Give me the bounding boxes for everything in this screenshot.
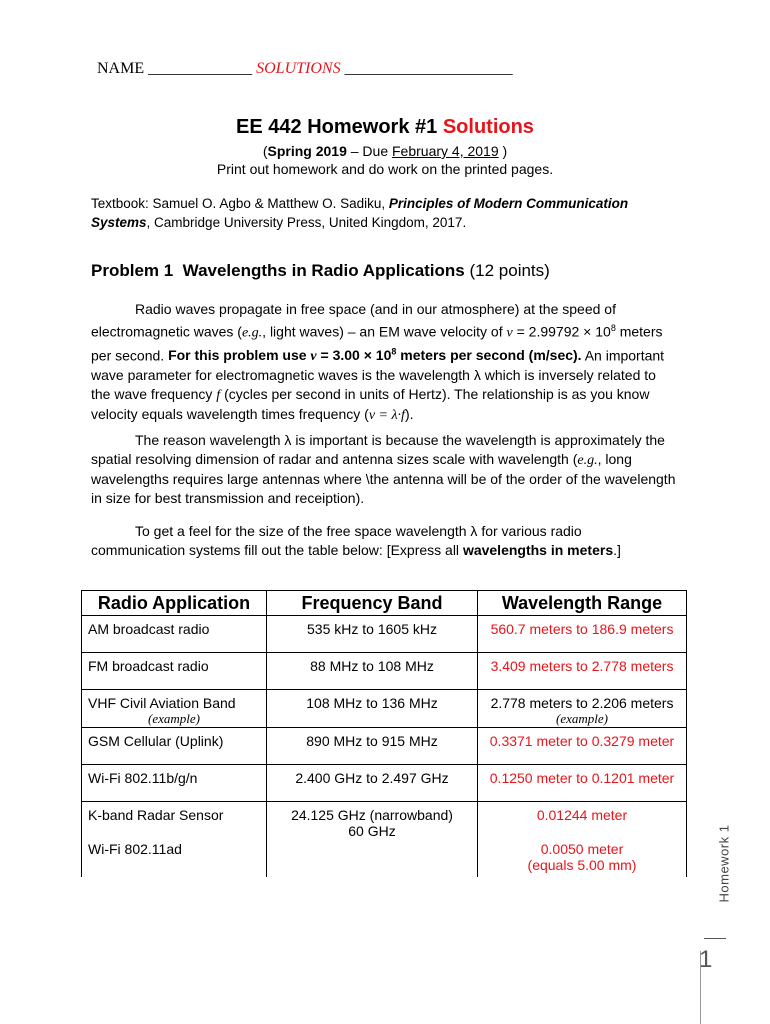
paren-open: ( bbox=[262, 143, 268, 159]
table-row: VHF Civil Aviation Band (example) 108 MHz to 136 MHz 2.778 meters to 2.206 meters (example) bbox=[82, 690, 687, 728]
semester-line bbox=[0, 143, 770, 159]
textbook-prefix: Textbook: Samuel O. Agbo & Matthew O. Sadiku, bbox=[91, 196, 389, 211]
title-solutions: Solutions bbox=[442, 116, 534, 138]
table-row: Wi-Fi 802.11b/g/n 2.400 GHz to 2.497 GHz 0.1250 meter to 0.1201 meter bbox=[82, 765, 687, 802]
name-line bbox=[97, 60, 513, 78]
name-blank-left: _____________ bbox=[148, 60, 253, 77]
page-number: 1 bbox=[699, 946, 713, 973]
table-row: K-band Radar Sensor Wi-Fi 802.11ad 24.125 GHz (narrowband) 60 GHz 0.01244 meter 0.0050 meter (equals 5.00 mm) bbox=[82, 802, 687, 878]
paragraph-2: The reason wavelength λ is important is because the wavelength is approximately the spatial resolving dimension of radar and antenna sizes scale with wavelength (e.g., long wavelengths requires large antennas where \the antenna will be of the order of the wavelength in size for best transmission and receiption). bbox=[91, 432, 676, 506]
instructions: Print out homework and do work on the printed pages. bbox=[216, 161, 554, 177]
wavelength-table bbox=[81, 590, 687, 877]
name-label: NAME bbox=[97, 60, 145, 77]
paragraph-1: Radio waves propagate in free space (and in our atmosphere) at the speed of electromagnetic waves (e.g., light waves) – an EM wave velocity of $v = 2.99792 \times 10^8$ meters per second. For this problem use $v = 3.00 \times 10^8$ meters per second (m/sec). An important wave parameter for electromagnetic waves is the wavelength λ which is inversely related to the wave frequency f (cycles per second in units of Hertz). The relationship is as you know velocity equals wavelength times frequency (v = λ·f). bbox=[91, 301, 665, 424]
side-label: Homework 1 bbox=[716, 824, 732, 903]
textbook-title: Principles of Modern Communication Systems bbox=[91, 196, 629, 230]
example-note: (example) bbox=[556, 711, 608, 726]
side-line bbox=[700, 951, 701, 1024]
name-blank-right: _____________________ bbox=[344, 60, 513, 77]
semester: Spring 2019 bbox=[267, 143, 347, 159]
table-header-row bbox=[82, 591, 687, 616]
table-row: FM broadcast radio 88 MHz to 108 MHz 3.409 meters to 2.778 meters bbox=[82, 653, 687, 690]
due-date: February 4, 2019 bbox=[392, 143, 499, 159]
page-title bbox=[0, 116, 770, 139]
header-frequency-band: Frequency Band bbox=[267, 591, 478, 616]
problem-heading bbox=[91, 261, 550, 281]
problem-points: (12 points) bbox=[469, 261, 550, 280]
problem-label: Problem 1 bbox=[91, 261, 174, 280]
header-wavelength-range: Wavelength Range bbox=[478, 591, 687, 616]
paren-close: ) bbox=[498, 143, 508, 159]
side-divider bbox=[704, 938, 726, 939]
paragraph-3: To get a feel for the size of the free space wavelength λ for various radio communication systems fill out the table below: [Express all wavelengths in meters.] bbox=[91, 523, 621, 558]
table-row: AM broadcast radio 535 kHz to 1605 kHz 560.7 meters to 186.9 meters bbox=[82, 616, 687, 653]
title-main: EE 442 Homework #1 bbox=[236, 116, 438, 138]
textbook-suffix: , Cambridge University Press, United Kingdom, 2017. bbox=[146, 215, 467, 230]
header-radio-application: Radio Application bbox=[82, 591, 267, 616]
textbook-line bbox=[91, 194, 661, 232]
example-note: (example) bbox=[148, 711, 200, 726]
due-prefix: – Due bbox=[346, 143, 392, 159]
problem-title: Wavelengths in Radio Applications bbox=[182, 261, 465, 280]
name-solutions: SOLUTIONS bbox=[256, 60, 341, 77]
table-row: GSM Cellular (Uplink) 890 MHz to 915 MHz 0.3371 meter to 0.3279 meter bbox=[82, 728, 687, 765]
